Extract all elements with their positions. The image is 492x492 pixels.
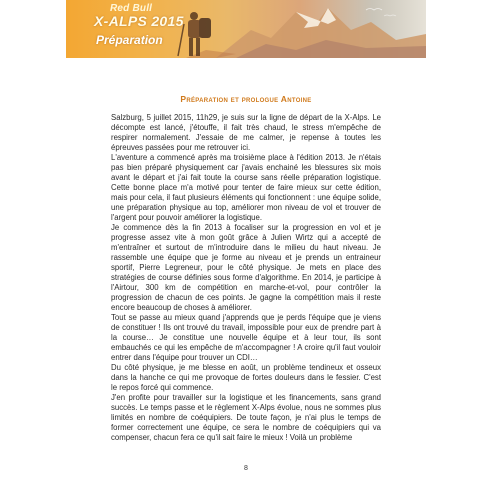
- paragraph: L'aventure a commencé après ma troisième place à l'édition 2013. Je n'étais pas bien préparé physiquement car j'avais enchainé les blessures six mois avant le départ et j'ai fait toute la course sans réelle préparation logistique. Cette bonne place m'a motivé pour tenter de faire mieux sur cette édition, mais pour cela, il faut plusieurs éléments qui fonctionnent : une équipe solide, une préparation physique au top, améliorer mon niveau de vol et trouver de l'argent pour pouvoir améliorer la logistique.: [111, 153, 381, 222]
- banner-section-label: Préparation: [96, 33, 163, 47]
- header-banner: [66, 0, 426, 58]
- banner-subtitle: Red Bull: [110, 3, 153, 14]
- article-body: [111, 113, 381, 443]
- banner-title: X-ALPS 2015: [94, 13, 184, 29]
- paragraph: Tout se passe au mieux quand j'apprends que je perds l'équipe que je viens de constituer ! Ils ont trouvé du travail, impossible pour eux de prendre part à la course… Je constitue une nouvelle équipe et à leur tour, ils sont embauchés ce qui les empêche de m'accompagner ! A croire qu'il faut vouloir entrer dans l'équipe pour trouver un CDI…: [111, 313, 381, 362]
- paragraph: Salzburg, 5 juillet 2015, 11h29, je suis sur la ligne de départ de la X-Alps. Le décompte est lancé, j'étouffe, il fait très chaud, le stress m'empêche de respirer normalement. J'essaie de me calmer, je repense à toutes les épreuves passées pour me retrouver ici.: [111, 113, 381, 152]
- page-number: 8: [244, 465, 248, 472]
- paragraph: Du côté physique, je me blesse en août, un problème tendineux et osseux dans la hanche ce qui me provoque de fortes douleurs dans le fessier. C'est le repos forcé qui commence.: [111, 363, 381, 392]
- paragraph: Je commence dès la fin 2013 à focaliser sur la progression en vol et je progresse assez vite à mon goût grâce à Julien Wirtz qui a accepté de m'entraîner et surtout de m'introduire dans le milieu du haut niveau. Je rassemble une équipe que je forme au niveau et je prends un entraineur sportif, Pierre Legreneur, pour le côté physique. Je mets en place des stratégies de course définies sous forme d'algorithme. En 2014, je participe à l'Airtour, 300 km de compétition en marche-et-vol, pour contrôler la progression de chacun de ces points. Je gagne la compétition mais il reste encore beaucoup de choses à améliorer.: [111, 223, 381, 312]
- article-heading: Préparation et prologue Antoine: [180, 94, 312, 104]
- document-page: [66, 0, 426, 492]
- paragraph: J'en profite pour travailler sur la logistique et les financements, sans grand succès. Le temps passe et le règlement X-Alps évolue, nous ne sommes plus limités en nombre de coéquipiers. De toute façon, je n'ai plus le temps de former correctement une équipe, ce sera le nombre de coéquipiers qui va compenser, chacun fera ce qu'il sait faire le mieux ! Voilà un problème: [111, 393, 381, 442]
